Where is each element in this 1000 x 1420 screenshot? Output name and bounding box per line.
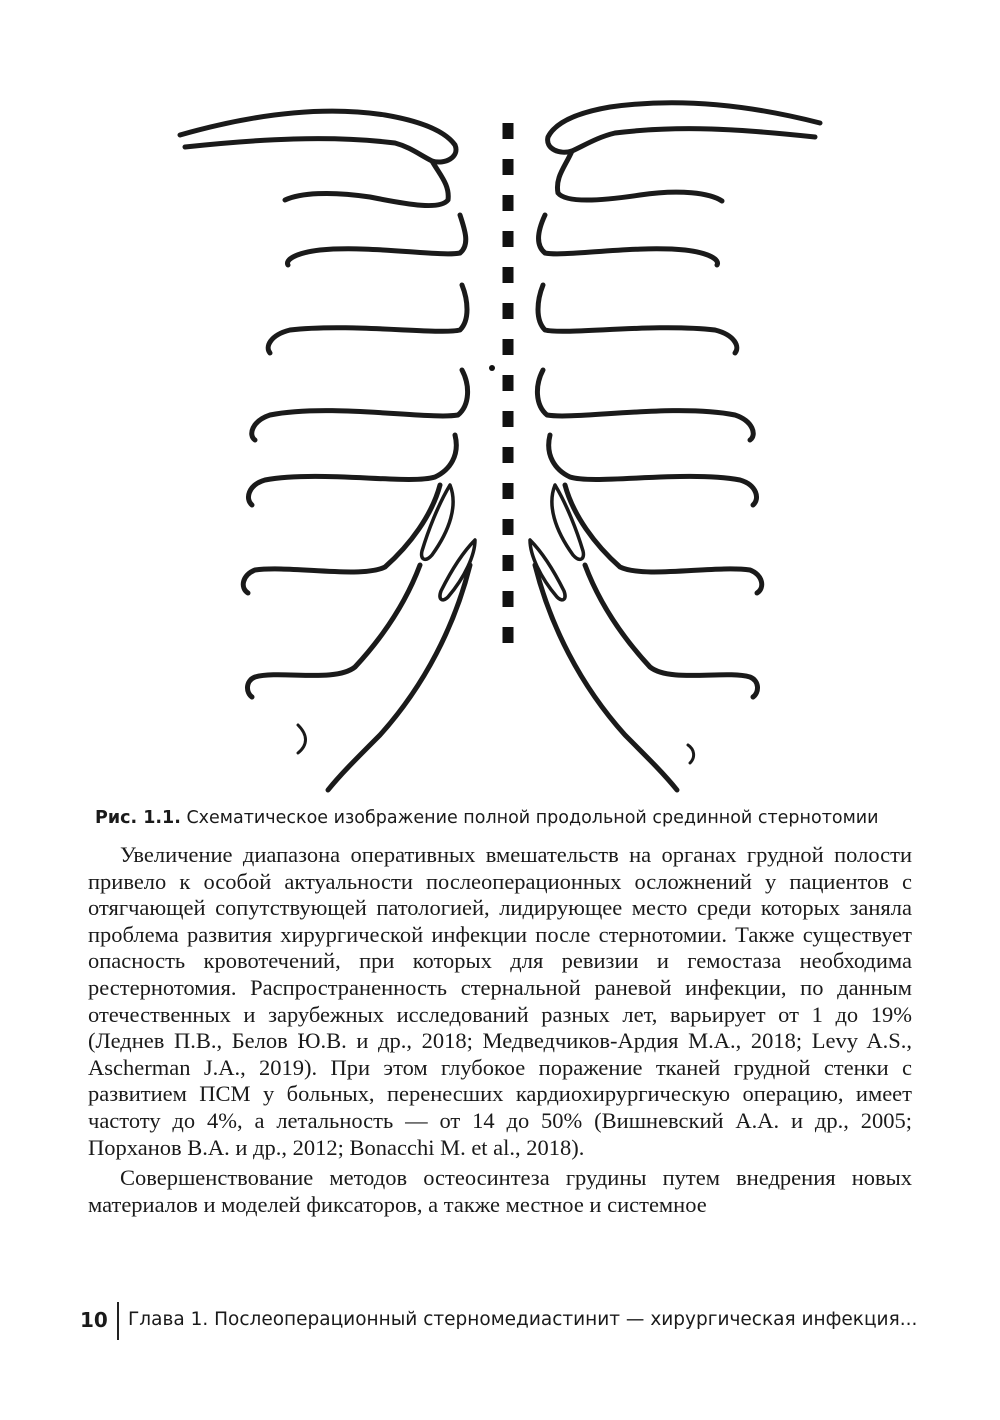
left-rib-1 [285,161,448,206]
right-rib-3 [538,285,737,353]
left-rib-4 [252,370,468,440]
left-clavicle [180,111,456,162]
ribcage-illustration [170,85,830,800]
ribcage-figure [170,85,830,800]
figure-caption [95,808,915,828]
running-title: Глава 1. Послеоперационный стерномедиастинит — хирургическая инфекция... [128,1309,918,1330]
body-text [88,842,912,1218]
left-rib-3 [268,285,467,353]
right-rib-4 [537,370,753,440]
right-clavicle [548,103,820,153]
right-mark [688,745,694,763]
page-footer [80,1302,920,1342]
left-rib-2 [287,215,465,265]
right-rib-7 [585,565,758,697]
right-rib-6 [565,485,762,593]
paragraph-1: Увеличение диапазона оперативных вмешательств на органах грудной полости привело к особой актуальности послеоперационных осложнений у пациентов с отягчающей сопутствующей патологией, лидирующее место среди которых заняла проблема развития хирургической инфекции после стернотомии. Также существует опасность кровотечений, при которых для ревизии и гемостаза необходима рестернотомия. Распространенность стернальной раневой инфекции, по данным отечественных и зарубежных исследований разных лет, варьирует от 1 до 19% (Леднев П.В., Белов Ю.В. и др., 2018; Медведчиков-Ардия М.А., 2018; Levy A.S., Ascherman J.A., 2019). При этом глубокое поражение тканей грудной стенки с развитием ПСМ у больных, перенесших кардиохирургическую операцию, имеет частоту до 4%, а летальность — от 14 до 50% (Вишневский А.А. и др., 2005; Порханов В.А. и др., 2012; Bonacchi M. et al., 2018). [88,842,912,1160]
left-mark [298,725,306,753]
sternum-dot [489,365,495,371]
page-number: 10 [80,1308,108,1332]
figure-caption-text: Схематическое изображение полной продольной срединной стернотомии [186,808,879,828]
figure-label: Рис. 1.1. [95,808,181,828]
right-rib-5 [549,435,757,505]
right-rib-2 [539,215,718,265]
left-rib-7 [247,565,420,697]
left-rib-5 [248,435,456,505]
right-rib-1 [557,151,722,201]
left-rib-6 [243,485,440,593]
footer-divider [117,1302,119,1340]
paragraph-2: Совершенствование методов остеосинтеза грудины путем внедрения новых материалов и моделей фиксаторов, а также местное и системное [88,1165,912,1217]
